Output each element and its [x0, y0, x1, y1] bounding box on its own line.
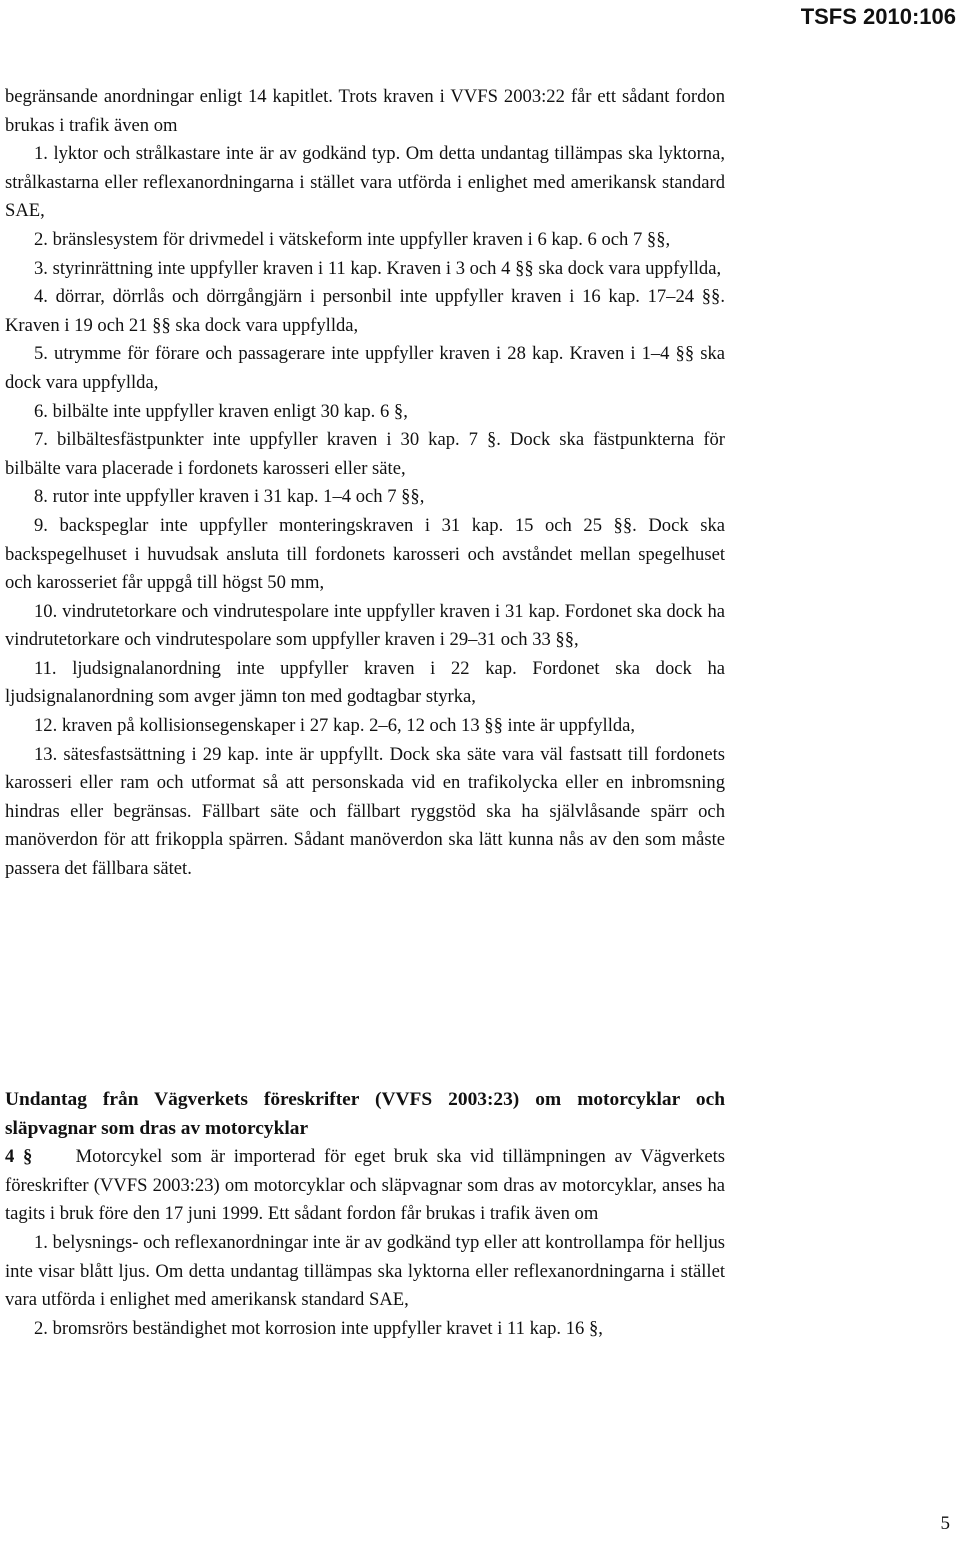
section-number: 4 §	[5, 1146, 33, 1168]
intro-paragraph: begränsande anordningar enligt 14 kapitlet. Trots kraven i VVFS 2003:22 får ett sådant fordon brukas i trafik även om	[5, 86, 725, 136]
list-item: 3. styrinrättning inte uppfyller kraven i 11 kap. Kraven i 3 och 4 §§ ska dock vara uppfyllda,	[34, 257, 722, 279]
list-item: 7. bilbältesfästpunkter inte uppfyller kraven i 30 kap. 7 §. Dock ska fästpunkterna för bilbälte vara placerade i fordonets karosseri eller säte,	[5, 429, 725, 479]
document-reference: TSFS 2010:106	[800, 4, 956, 29]
section-text: Motorcykel som är importerad för eget bruk ska vid tillämpningen av Vägverkets föreskrifter (VVFS 2003:23) om motorcyklar och släpvagnar som dras av motorcyklar, anses ha tagits i bruk före den 17 juni 1999. Ett sådant fordon får brukas i trafik även om	[5, 1146, 726, 1225]
list-item: 1. belysnings- och reflexanordningar inte är av godkänd typ eller att kontrollampa för helljus inte visar blått ljus. Om detta undantag tillämpas ska lyktorna eller reflexanordningarna i stället vara utförda i enlighet med amerikansk standard SAE,	[5, 1231, 725, 1311]
list-item: 8. rutor inte uppfyller kraven i 31 kap. 1–4 och 7 §§,	[34, 486, 425, 508]
list-item: 6. bilbälte inte uppfyller kraven enligt 30 kap. 6 §,	[34, 400, 408, 422]
list-item: 12. kraven på kollisionsegenskaper i 27 kap. 2–6, 12 och 13 §§ inte är uppfyllda,	[34, 715, 636, 737]
list-item: 4. dörrar, dörrlås och dörrgångjärn i personbil inte uppfyller kraven i 16 kap. 17–24 §§. Kraven i 19 och 21 §§ ska dock vara uppfyllda,	[5, 286, 725, 336]
list-item: 13. sätesfastsättning i 29 kap. inte är uppfyllt. Dock ska säte vara väl fastsatt till fordonets karosseri eller ram och utformat så att personskada vid en trafikolycka eller en inbromsning hindras eller begränsas. Fällbart säte och fällbart ryggstöd ska ha självlåsande spärr och manöverdon för att frikoppla spärren. Sådant manöverdon ska lätt kunna nås av den som måste passera det fällbara sätet.	[5, 743, 725, 880]
list-item: 11. ljudsignalanordning inte uppfyller kraven i 22 kap. Fordonet ska dock ha ljudsignalanordning som avger jämn ton med godtagbar styrka,	[5, 657, 725, 708]
list-item: 10. vindrutetorkare och vindrutespolare inte uppfyller kraven i 31 kap. Fordonet ska dock ha vindrutetorkare och vindrutespolare som uppfyller kraven i 29–31 och 33 §§,	[5, 600, 725, 651]
page-number: 5	[940, 1513, 950, 1534]
list-item: 2. bränslesystem för drivmedel i vätskeform inte uppfyller kraven i 6 kap. 6 och 7 §§,	[34, 228, 671, 250]
list-item: 5. utrymme för förare och passagerare inte uppfyller kraven i 28 kap. Kraven i 1–4 §§ ska dock vara uppfyllda,	[5, 343, 725, 393]
list-item: 9. backspeglar inte uppfyller monteringskraven i 31 kap. 15 och 25 §§. Dock ska backspegelhuset i huvudsak ansluta till fordonets karosseri och avståndet mellan spegelhuset och karosseriet får uppgå till högst 50 mm,	[5, 514, 725, 594]
list-item: 2. bromsrörs beständighet mot korrosion inte uppfyller kravet i 11 kap. 16 §,	[34, 1317, 603, 1339]
section-motorcycles	[5, 1086, 725, 1343]
section-heading: Undantag från Vägverkets föreskrifter (VVFS 2003:23) om motorcyklar och släpvagnar som dras av motorcyklar	[5, 1089, 725, 1139]
list-item: 1. lyktor och strålkastare inte är av godkänd typ. Om detta undantag tillämpas ska lyktorna, strålkastarna eller reflexanordningarna i stället vara utförda i enlighet med amerikansk standard SAE,	[5, 143, 725, 222]
section-paragraph	[5, 1143, 725, 1229]
text-block-continuation	[5, 83, 725, 884]
